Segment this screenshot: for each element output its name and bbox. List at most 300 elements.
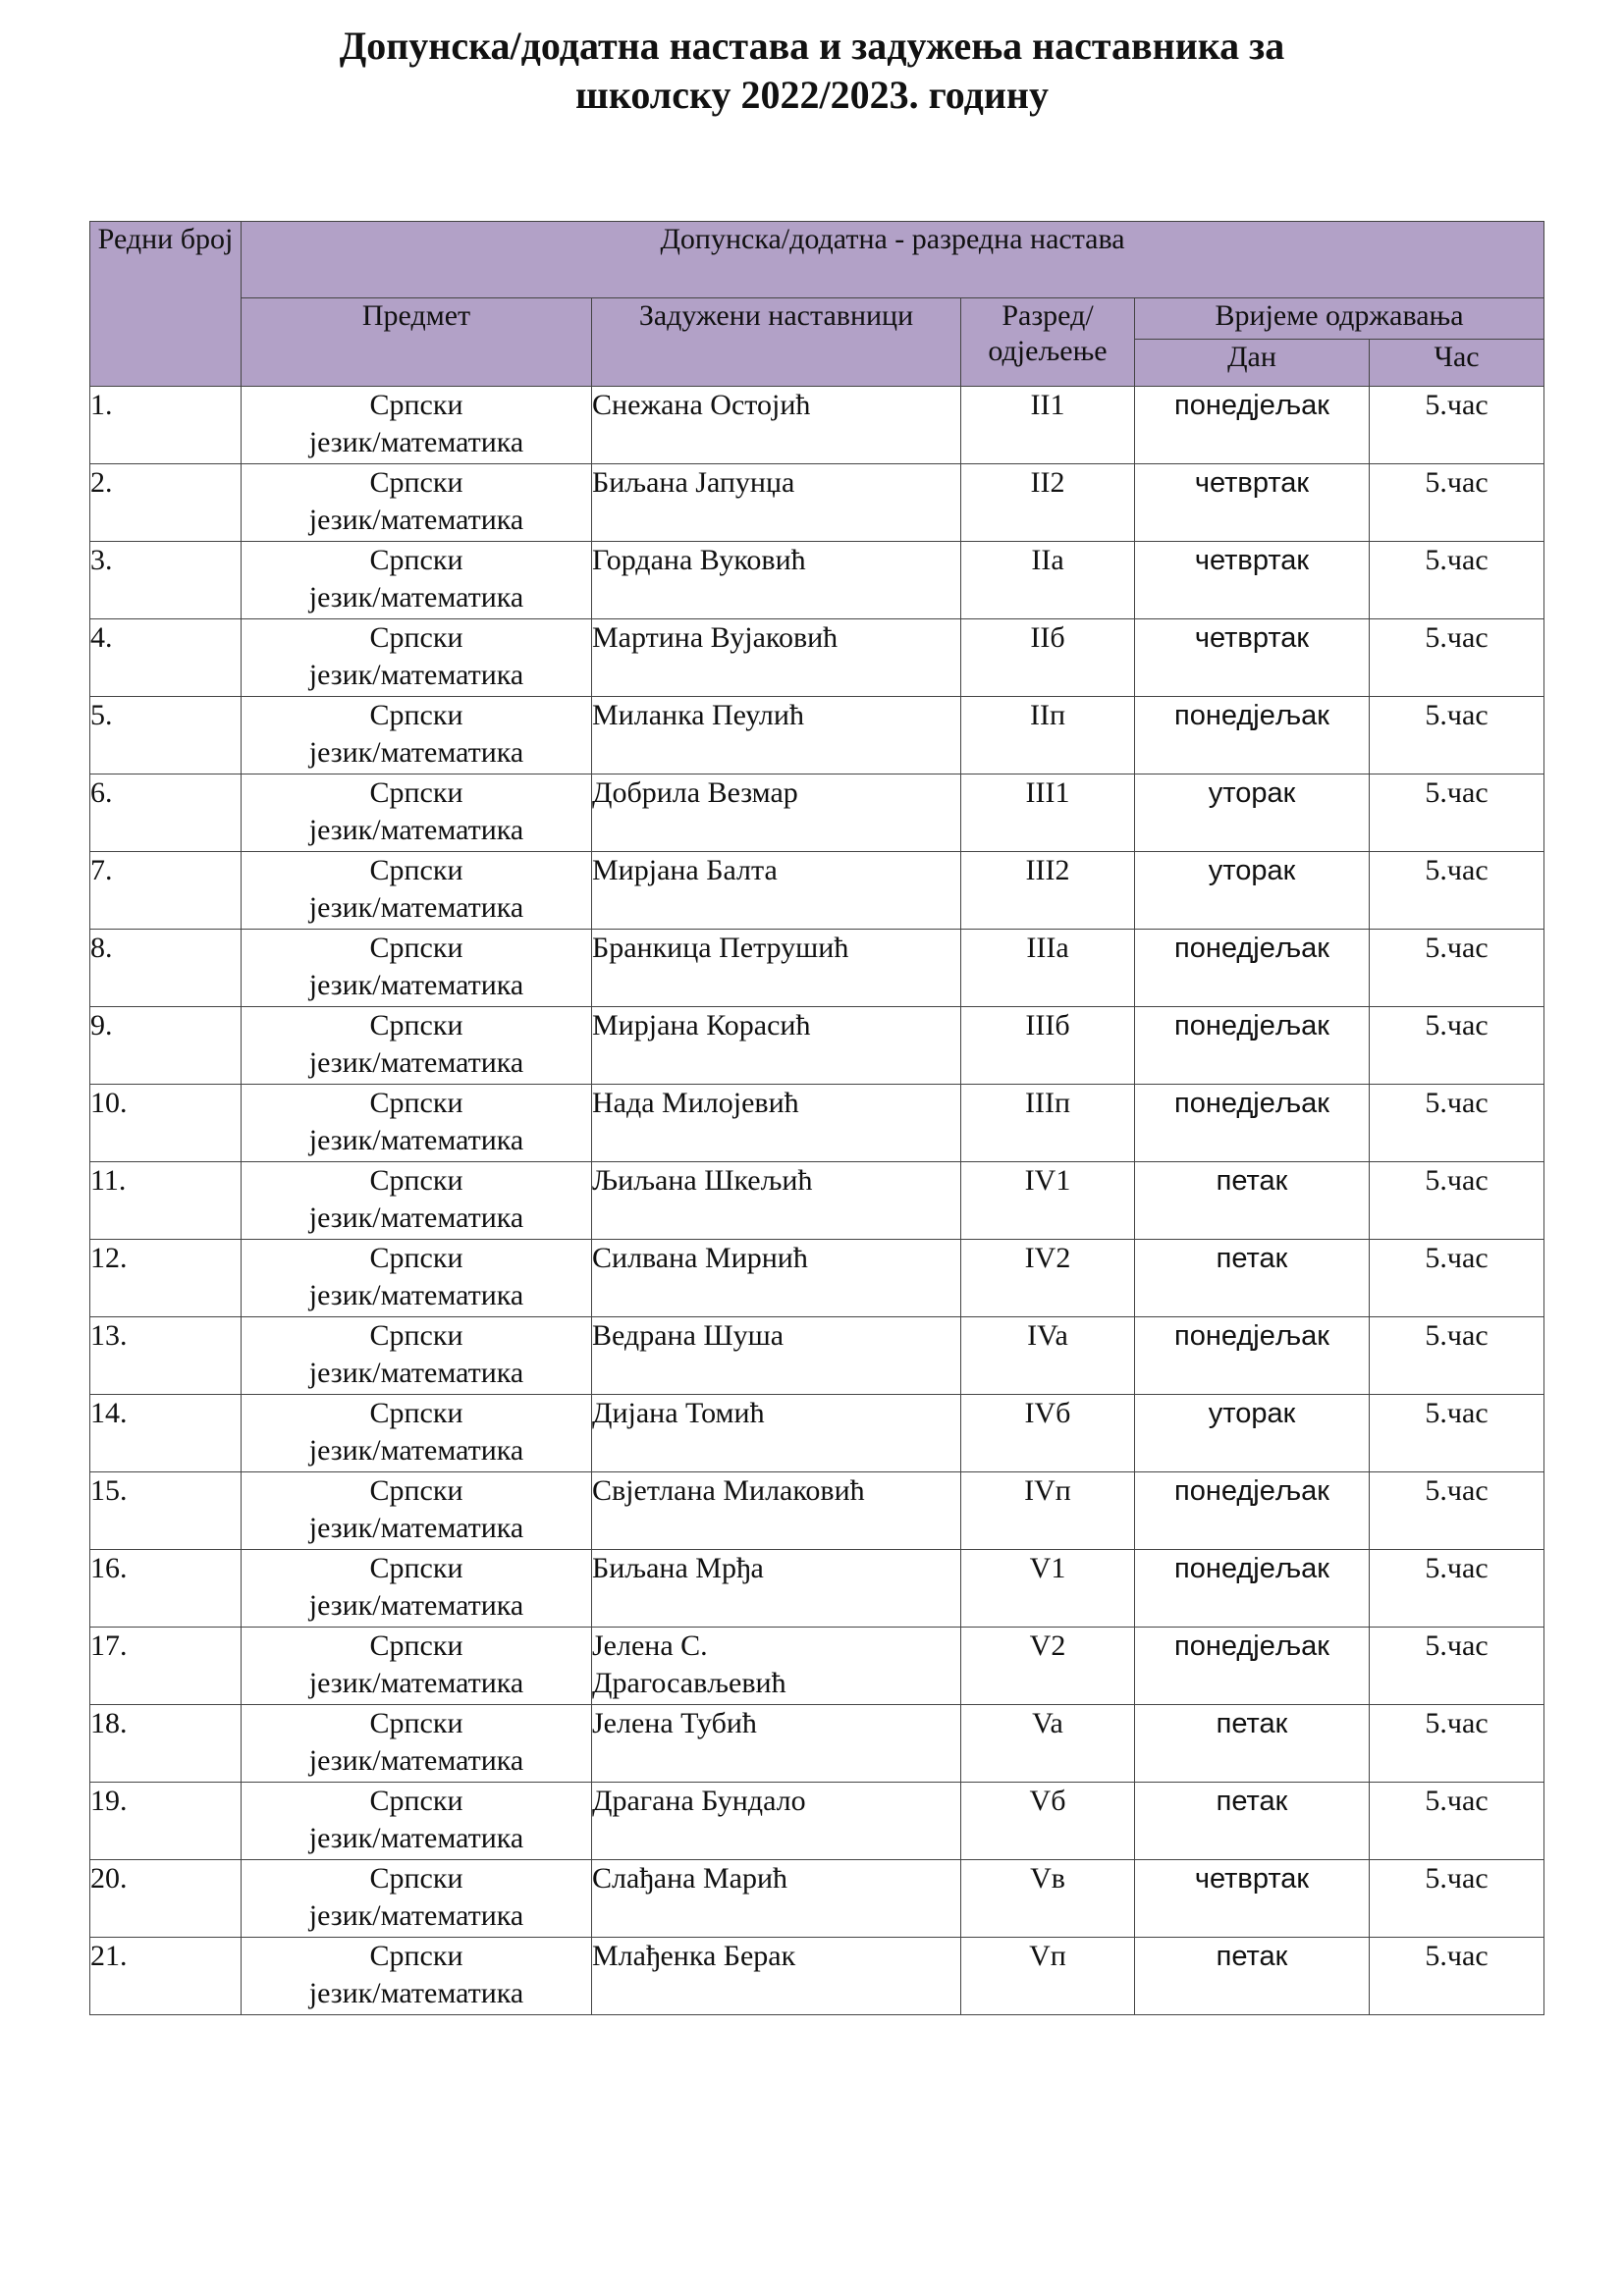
day-label: понедјељак (1174, 1630, 1329, 1662)
day-cell (1135, 1938, 1370, 2015)
class-label: IIIб (1025, 1009, 1070, 1041)
subject-cell (242, 1317, 592, 1395)
class-label: V2 (1029, 1629, 1066, 1662)
time-label: 5.час (1425, 389, 1489, 421)
table-row (90, 1395, 1544, 1472)
day-cell (1135, 930, 1370, 1007)
teacher-cell (592, 1007, 961, 1085)
class-cell (961, 1628, 1135, 1705)
subject-line-1: Српски (369, 932, 463, 964)
row-number: 18. (90, 1707, 128, 1739)
day-cell (1135, 1317, 1370, 1395)
subject-cell (242, 1783, 592, 1860)
class-label: IIIa (1026, 932, 1069, 964)
teacher-cell (592, 1317, 961, 1395)
subject-cell (242, 1240, 592, 1317)
day-cell (1135, 1085, 1370, 1162)
row-number-cell (90, 1860, 242, 1938)
teacher-cell (592, 930, 961, 1007)
subject-line-1: Српски (369, 1087, 463, 1119)
row-number: 7. (90, 854, 113, 886)
class-cell (961, 1162, 1135, 1240)
row-number: 9. (90, 1009, 113, 1041)
teacher-cell (592, 1085, 961, 1162)
day-cell (1135, 1395, 1370, 1472)
row-number: 16. (90, 1552, 128, 1584)
subject-line-2: језик/математика (308, 504, 524, 536)
teacher-name: Снежана Остојић (592, 389, 811, 421)
day-label: понедјељак (1174, 1088, 1329, 1119)
subject-line-1: Српски (369, 1242, 463, 1274)
subject-line-1: Српски (369, 1552, 463, 1584)
subject-line-2: језик/математика (308, 659, 524, 691)
day-cell (1135, 852, 1370, 930)
row-number-cell (90, 1162, 242, 1240)
table-row (90, 1705, 1544, 1783)
teacher-name: Јелена С. (592, 1629, 708, 1662)
row-number-cell (90, 387, 242, 464)
class-cell (961, 619, 1135, 697)
subject-cell (242, 1007, 592, 1085)
subject-line-1: Српски (369, 1474, 463, 1507)
time-cell (1370, 1472, 1544, 1550)
class-cell (961, 1705, 1135, 1783)
day-label: понедјељак (1174, 1475, 1329, 1507)
time-label: 5.час (1425, 1940, 1489, 1972)
table-row (90, 1162, 1544, 1240)
subject-line-1: Српски (369, 1785, 463, 1817)
row-number: 3. (90, 544, 113, 576)
teacher-cell (592, 1472, 961, 1550)
teacher-name: Љиљана Шкељић (592, 1164, 813, 1197)
teacher-cell (592, 774, 961, 852)
class-label: IV2 (1024, 1242, 1071, 1274)
subject-cell (242, 852, 592, 930)
time-label: 5.час (1425, 1397, 1489, 1429)
class-cell (961, 1783, 1135, 1860)
teacher-cell (592, 1783, 961, 1860)
row-number-cell (90, 1472, 242, 1550)
time-cell (1370, 697, 1544, 774)
day-cell (1135, 697, 1370, 774)
teacher-name: Ведрана Шуша (592, 1319, 785, 1352)
time-cell (1370, 1240, 1544, 1317)
teacher-name: Мартина Вујаковић (592, 621, 839, 654)
time-label: 5.час (1425, 466, 1489, 499)
subject-line-2: језик/математика (308, 1046, 524, 1079)
table-row (90, 1472, 1544, 1550)
class-label: IIп (1029, 699, 1066, 731)
class-label: Vб (1029, 1785, 1066, 1817)
subject-line-1: Српски (369, 854, 463, 886)
teacher-cell (592, 1395, 961, 1472)
time-cell (1370, 1860, 1544, 1938)
teacher-name: Мирјана Балта (592, 854, 778, 886)
time-label: 5.час (1425, 1474, 1489, 1507)
day-cell (1135, 387, 1370, 464)
day-cell (1135, 1472, 1370, 1550)
subject-cell (242, 1085, 592, 1162)
time-cell (1370, 852, 1544, 930)
day-cell (1135, 1240, 1370, 1317)
time-label: 5.час (1425, 854, 1489, 886)
class-cell (961, 697, 1135, 774)
row-number-cell (90, 774, 242, 852)
row-number: 17. (90, 1629, 128, 1662)
time-cell (1370, 387, 1544, 464)
row-number: 10. (90, 1087, 128, 1119)
time-cell (1370, 1085, 1544, 1162)
subject-cell (242, 1705, 592, 1783)
day-label: понедјељак (1174, 390, 1329, 421)
time-label: 5.час (1425, 1552, 1489, 1584)
class-cell (961, 542, 1135, 619)
day-cell (1135, 774, 1370, 852)
row-number-cell (90, 1317, 242, 1395)
class-label: IIб (1030, 621, 1065, 654)
subject-line-2: језик/математика (308, 1667, 524, 1699)
class-label: IV1 (1024, 1164, 1071, 1197)
subject-cell (242, 1472, 592, 1550)
subject-line-2: језик/математика (308, 1357, 524, 1389)
class-cell (961, 930, 1135, 1007)
time-cell (1370, 619, 1544, 697)
teacher-cell (592, 542, 961, 619)
table-row (90, 1860, 1544, 1938)
time-cell (1370, 1628, 1544, 1705)
teacher-name: Слађана Марић (592, 1862, 788, 1895)
teacher-cell (592, 1860, 961, 1938)
subject-line-2: језик/математика (308, 1589, 524, 1622)
day-label: четвртак (1194, 1863, 1310, 1895)
day-cell (1135, 1860, 1370, 1938)
subject-cell (242, 387, 592, 464)
subject-cell (242, 1860, 592, 1938)
header-redni-broj: Редни број (90, 222, 242, 387)
subject-cell (242, 1628, 592, 1705)
class-cell (961, 464, 1135, 542)
subject-line-1: Српски (369, 1940, 463, 1972)
row-number: 14. (90, 1397, 128, 1429)
header-time: Час (1370, 340, 1544, 387)
table-row (90, 930, 1544, 1007)
table-row (90, 852, 1544, 930)
row-number-cell (90, 542, 242, 619)
subject-line-1: Српски (369, 621, 463, 654)
teacher-cell (592, 387, 961, 464)
subject-line-1: Српски (369, 389, 463, 421)
time-cell (1370, 1783, 1544, 1860)
row-number: 20. (90, 1862, 128, 1895)
day-label: понедјељак (1174, 1320, 1329, 1352)
page-title (0, 22, 1624, 120)
table-row (90, 387, 1544, 464)
teacher-name: Силвана Мирнић (592, 1242, 808, 1274)
table-row (90, 1550, 1544, 1628)
class-label: Va (1032, 1707, 1063, 1739)
subject-cell (242, 619, 592, 697)
day-label: понедјељак (1174, 1010, 1329, 1041)
teacher-name: Млађенка Берак (592, 1940, 796, 1972)
table-row (90, 774, 1544, 852)
time-cell (1370, 1007, 1544, 1085)
time-label: 5.час (1425, 544, 1489, 576)
time-label: 5.час (1425, 776, 1489, 809)
row-number-cell (90, 1938, 242, 2015)
table-row (90, 542, 1544, 619)
table-row (90, 1783, 1544, 1860)
teacher-name: Гордана Вуковић (592, 544, 806, 576)
day-cell (1135, 619, 1370, 697)
row-number-cell (90, 1550, 242, 1628)
day-label: петак (1216, 1786, 1288, 1817)
teacher-name: Јелена Тубић (592, 1707, 757, 1739)
day-label: четвртак (1194, 545, 1310, 576)
class-cell (961, 1007, 1135, 1085)
day-label: уторак (1208, 1398, 1296, 1429)
class-label: IVб (1024, 1397, 1071, 1429)
teacher-cell (592, 697, 961, 774)
teacher-cell (592, 1628, 961, 1705)
row-number: 15. (90, 1474, 128, 1507)
subject-cell (242, 464, 592, 542)
subject-line-2: језик/математика (308, 1977, 524, 2009)
day-cell (1135, 1628, 1370, 1705)
teacher-cell (592, 852, 961, 930)
header-day: Дан (1135, 340, 1370, 387)
teacher-name: Миланка Пеулић (592, 699, 804, 731)
time-cell (1370, 1317, 1544, 1395)
day-label: понедјељак (1174, 933, 1329, 964)
day-label: петак (1216, 1941, 1288, 1972)
day-label: понедјељак (1174, 700, 1329, 731)
class-cell (961, 1550, 1135, 1628)
schedule-table (89, 221, 1544, 2015)
time-label: 5.час (1425, 621, 1489, 654)
class-cell (961, 387, 1135, 464)
time-cell (1370, 542, 1544, 619)
teacher-cell (592, 619, 961, 697)
day-label: четвртак (1194, 622, 1310, 654)
table-row (90, 619, 1544, 697)
row-number: 1. (90, 389, 113, 421)
teacher-cell (592, 1938, 961, 2015)
subject-cell (242, 697, 592, 774)
subject-line-2: језик/математика (308, 1512, 524, 1544)
row-number: 2. (90, 466, 113, 499)
class-label: II2 (1030, 466, 1065, 499)
row-number-cell (90, 1007, 242, 1085)
header-schedule: Вријеме одржавања (1135, 298, 1544, 340)
table-row (90, 464, 1544, 542)
title-line-1: Допунска/додатна настава и задужења наставника за (339, 24, 1285, 68)
row-number: 8. (90, 932, 113, 964)
day-cell (1135, 464, 1370, 542)
teacher-name: Добрила Везмар (592, 776, 798, 809)
row-number-cell (90, 464, 242, 542)
subject-line-2: језик/математика (308, 969, 524, 1001)
time-cell (1370, 1162, 1544, 1240)
teacher-cell (592, 464, 961, 542)
class-cell (961, 1860, 1135, 1938)
subject-line-1: Српски (369, 1397, 463, 1429)
class-label: IIa (1031, 544, 1064, 576)
class-label: II1 (1030, 389, 1065, 421)
time-label: 5.час (1425, 699, 1489, 731)
class-cell (961, 1472, 1135, 1550)
class-cell (961, 774, 1135, 852)
row-number-cell (90, 619, 242, 697)
teacher-name: Мирјана Корасић (592, 1009, 811, 1041)
day-label: уторак (1208, 777, 1296, 809)
time-label: 5.час (1425, 1629, 1489, 1662)
class-label: IVп (1024, 1474, 1071, 1507)
table-row (90, 1938, 1544, 2015)
teacher-cell (592, 1162, 961, 1240)
time-cell (1370, 930, 1544, 1007)
header-teachers: Задужени наставници (592, 298, 961, 387)
teacher-name: Биљана Мрђа (592, 1552, 764, 1584)
day-label: понедјељак (1174, 1553, 1329, 1584)
teacher-name-cont: Драгосављевић (592, 1667, 786, 1699)
table-row (90, 1240, 1544, 1317)
row-number-cell (90, 697, 242, 774)
teacher-name: Нада Милојевић (592, 1087, 799, 1119)
title-line-2: школску 2022/2023. годину (575, 73, 1049, 117)
day-label: четвртак (1194, 467, 1310, 499)
time-cell (1370, 1938, 1544, 2015)
row-number-cell (90, 1628, 242, 1705)
class-cell (961, 1240, 1135, 1317)
row-number: 13. (90, 1319, 128, 1352)
table-row (90, 1317, 1544, 1395)
subject-line-1: Српски (369, 1319, 463, 1352)
subject-line-1: Српски (369, 1009, 463, 1041)
time-label: 5.час (1425, 1707, 1489, 1739)
class-cell (961, 1938, 1135, 2015)
subject-line-1: Српски (369, 466, 463, 499)
subject-line-2: језик/математика (308, 1201, 524, 1234)
time-cell (1370, 774, 1544, 852)
class-cell (961, 852, 1135, 930)
teacher-cell (592, 1240, 961, 1317)
subject-line-1: Српски (369, 1164, 463, 1197)
class-label: III1 (1025, 776, 1070, 809)
day-label: петак (1216, 1708, 1288, 1739)
row-number-cell (90, 1783, 242, 1860)
time-label: 5.час (1425, 932, 1489, 964)
row-number-cell (90, 852, 242, 930)
table-row (90, 697, 1544, 774)
time-label: 5.час (1425, 1164, 1489, 1197)
subject-line-2: језик/математика (308, 1899, 524, 1932)
day-cell (1135, 1550, 1370, 1628)
schedule-body (90, 387, 1544, 2015)
subject-line-1: Српски (369, 1629, 463, 1662)
class-label: Vв (1030, 1862, 1065, 1895)
row-number-cell (90, 1240, 242, 1317)
row-number: 6. (90, 776, 113, 809)
time-label: 5.час (1425, 1009, 1489, 1041)
subject-line-2: језик/математика (308, 891, 524, 924)
row-number: 21. (90, 1940, 128, 1972)
subject-line-2: језик/математика (308, 736, 524, 769)
subject-line-1: Српски (369, 699, 463, 731)
row-number-cell (90, 1705, 242, 1783)
time-label: 5.час (1425, 1087, 1489, 1119)
day-label: уторак (1208, 855, 1296, 886)
row-number: 11. (90, 1164, 127, 1197)
row-number-cell (90, 1085, 242, 1162)
class-cell (961, 1395, 1135, 1472)
class-label: V1 (1029, 1552, 1066, 1584)
subject-line-2: језик/математика (308, 1744, 524, 1777)
subject-line-1: Српски (369, 1707, 463, 1739)
day-cell (1135, 1162, 1370, 1240)
subject-line-1: Српски (369, 776, 463, 809)
header-subject: Предмет (242, 298, 592, 387)
table-row (90, 1007, 1544, 1085)
teacher-name: Дијана Томић (592, 1397, 765, 1429)
subject-line-2: језик/математика (308, 1822, 524, 1854)
teacher-cell (592, 1705, 961, 1783)
day-cell (1135, 1705, 1370, 1783)
header-class: Разред/ одјељење (961, 298, 1135, 387)
row-number: 12. (90, 1242, 128, 1274)
subject-line-1: Српски (369, 544, 463, 576)
row-number: 19. (90, 1785, 128, 1817)
row-number: 4. (90, 621, 113, 654)
time-cell (1370, 464, 1544, 542)
teacher-name: Свјетлана Милаковић (592, 1474, 865, 1507)
header-group-title: Допунска/додатна - разредна настава (242, 222, 1544, 298)
time-cell (1370, 1705, 1544, 1783)
table-row (90, 1628, 1544, 1705)
class-label: Vп (1029, 1940, 1066, 1972)
time-label: 5.час (1425, 1242, 1489, 1274)
subject-cell (242, 1938, 592, 2015)
class-label: IVa (1027, 1319, 1068, 1352)
subject-line-2: језик/математика (308, 1434, 524, 1467)
time-cell (1370, 1395, 1544, 1472)
teacher-name: Биљана Јапунџа (592, 466, 795, 499)
teacher-name: Драгана Бундало (592, 1785, 806, 1817)
table-row (90, 1085, 1544, 1162)
subject-line-2: језик/математика (308, 1279, 524, 1311)
day-label: петак (1216, 1243, 1288, 1274)
subject-line-2: језик/математика (308, 814, 524, 846)
time-label: 5.час (1425, 1862, 1489, 1895)
subject-line-2: језик/математика (308, 1124, 524, 1156)
teacher-cell (592, 1550, 961, 1628)
class-label: III2 (1025, 854, 1070, 886)
class-cell (961, 1317, 1135, 1395)
time-label: 5.час (1425, 1319, 1489, 1352)
time-label: 5.час (1425, 1785, 1489, 1817)
subject-cell (242, 1395, 592, 1472)
day-cell (1135, 1007, 1370, 1085)
day-label: петак (1216, 1165, 1288, 1197)
row-number-cell (90, 930, 242, 1007)
subject-line-2: језик/математика (308, 426, 524, 458)
subject-cell (242, 930, 592, 1007)
subject-cell (242, 1550, 592, 1628)
subject-line-1: Српски (369, 1862, 463, 1895)
time-cell (1370, 1550, 1544, 1628)
day-cell (1135, 1783, 1370, 1860)
subject-cell (242, 1162, 592, 1240)
row-number: 5. (90, 699, 113, 731)
